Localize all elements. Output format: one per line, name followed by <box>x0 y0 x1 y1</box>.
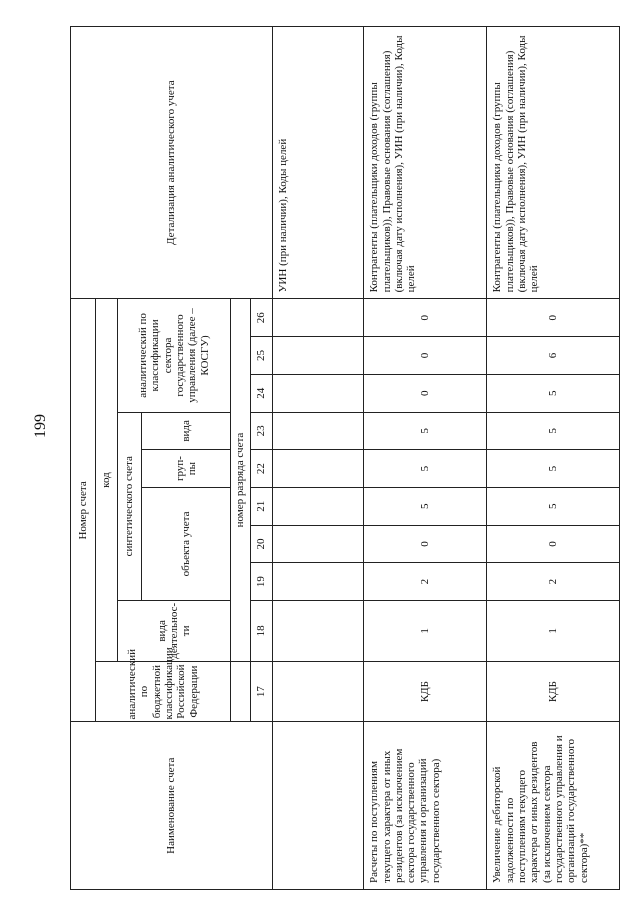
code-cell: КДБ <box>487 661 620 722</box>
code-cell <box>273 487 364 525</box>
detail-cell: Контрагенты (плательщики доходов (группы плательщиков)), Правовые основания (соглашения) (включая дату исполнения), УИН (при наличии), Коды целей <box>364 27 487 299</box>
table-row <box>273 27 364 890</box>
digit-number-header: номер разряда счета <box>231 299 251 661</box>
detail-cell: УИН (при наличии), Коды целей <box>273 27 364 299</box>
code-cell: 6 <box>487 337 620 375</box>
code-cell: 1 <box>364 600 487 661</box>
blank-sub-header <box>231 661 251 722</box>
detail-cell: Контрагенты (плательщики доходов (группы плательщиков)), Правовые основания (соглашения) (включая дату исполнения), УИН (при наличии), Коды целей <box>487 27 620 299</box>
col-number-22: 22 <box>250 450 272 488</box>
account-table <box>70 26 620 890</box>
code-cell: 5 <box>364 412 487 450</box>
group-header: груп-пы <box>142 450 231 488</box>
code-cell <box>273 337 364 375</box>
code-cell: 0 <box>364 525 487 563</box>
code-cell: 5 <box>487 450 620 488</box>
col-number-19: 19 <box>250 563 272 601</box>
account-name-header: Наименование счета <box>71 722 273 890</box>
code-cell <box>273 525 364 563</box>
col-number-17: 17 <box>250 661 272 722</box>
col-number-24: 24 <box>250 374 272 412</box>
code-cell: 5 <box>487 487 620 525</box>
account-number-header: Номер счета <box>71 299 96 722</box>
col-number-23: 23 <box>250 412 272 450</box>
page-number: 199 <box>32 414 49 438</box>
analytical-budget-header: аналитический по бюджетной классификации Российской Федерации <box>95 661 231 722</box>
code-cell <box>273 661 364 722</box>
code-cell <box>273 374 364 412</box>
code-cell: 2 <box>364 563 487 601</box>
code-cell: 2 <box>487 563 620 601</box>
col-number-25: 25 <box>250 337 272 375</box>
code-cell <box>273 412 364 450</box>
account-name-cell: Расчеты по поступлениям текущего характера от иных резидентов (за исключением сектора государственного управления и организаций государственного сектора) <box>364 722 487 890</box>
code-cell <box>273 450 364 488</box>
col-number-21: 21 <box>250 487 272 525</box>
col-number-18: 18 <box>250 600 272 661</box>
detail-header: Детализация аналитического учета <box>71 27 273 299</box>
code-cell: 1 <box>487 600 620 661</box>
code-cell: 5 <box>487 412 620 450</box>
col-number-20: 20 <box>250 525 272 563</box>
code-cell <box>273 600 364 661</box>
code-cell: 0 <box>364 299 487 337</box>
code-cell: 0 <box>364 337 487 375</box>
code-cell: КДБ <box>364 661 487 722</box>
code-cell: 5 <box>487 374 620 412</box>
table-row <box>364 27 487 890</box>
col-number-26: 26 <box>250 299 272 337</box>
table-row <box>487 27 620 890</box>
code-cell: 0 <box>487 525 620 563</box>
kind-header: вида <box>142 412 231 450</box>
activity-type-header: вида деятельнос-ти <box>117 600 230 661</box>
code-cell: 0 <box>487 299 620 337</box>
code-cell: 5 <box>364 450 487 488</box>
code-header: код <box>95 299 117 661</box>
kosgu-header: аналитический по классификации сектора государственного управления (далее – КОСГУ) <box>117 299 230 412</box>
code-cell: 0 <box>364 374 487 412</box>
synthetic-header: синтетического счета <box>117 412 142 600</box>
rotated-table-wrapper <box>70 26 620 890</box>
code-cell <box>273 563 364 601</box>
account-name-cell <box>273 722 364 890</box>
object-header: объекта учета <box>142 487 231 600</box>
account-name-cell: Увеличение дебиторской задолженности по поступлениям текущего характера от иных резидентов (за исключением сектора государственного управления и организаций государственного сектора)** <box>487 722 620 890</box>
code-cell <box>273 299 364 337</box>
code-cell: 5 <box>364 487 487 525</box>
